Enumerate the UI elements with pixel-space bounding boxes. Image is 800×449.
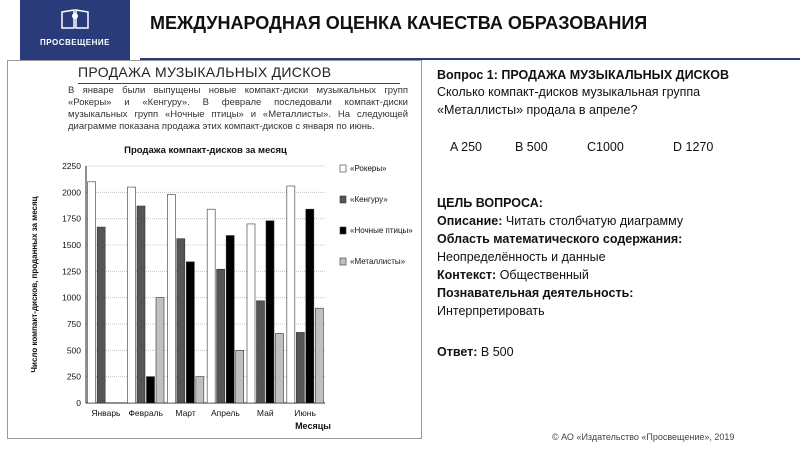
context-label: Контекст:: [437, 268, 497, 282]
bar-chart: [8, 61, 421, 438]
x-tick-label: Январь: [91, 408, 121, 418]
y-tick-label: 500: [66, 345, 81, 356]
y-tick-label: 1500: [62, 240, 81, 250]
answer-value: В 500: [480, 345, 514, 359]
publisher-logo: [20, 0, 130, 60]
answer-option-a[interactable]: A 250: [450, 140, 482, 154]
context-value: Общественный: [499, 268, 589, 282]
x-tick-label: Февраль: [128, 408, 164, 418]
description-label: Описание:: [437, 214, 503, 228]
cognitive-activity-label: [437, 285, 633, 302]
task-intro: В январе были выпущены новые компакт-диски музыкальных групп «Рокеры» и «Кенгуру». В феврале последовали компакт-диски музыкальных групп «Ночные птицы» и «Металлисты». На следующей диаграмме показана продажа этих компакт-дисков с января по июнь.: [68, 85, 408, 132]
goal-context: [437, 267, 589, 284]
x-tick-label: Март: [175, 408, 196, 418]
legend-swatch: [340, 165, 346, 172]
bar: [156, 298, 164, 403]
bar: [306, 209, 314, 403]
question-text-line2: «Металлисты» продала в апреле?: [437, 103, 638, 117]
y-axis-label: Число компакт-дисков, проданных за месяц: [30, 196, 39, 373]
area-label: Область математического содержания:: [437, 232, 683, 246]
bar: [207, 209, 215, 403]
bar: [88, 182, 96, 403]
bar: [167, 194, 175, 403]
legend-label: «Ночные птицы»: [350, 226, 413, 235]
answer-option-d[interactable]: D 1270: [673, 140, 714, 154]
answer-option-c[interactable]: C1000: [587, 140, 624, 154]
page-title: МЕЖДУНАРОДНАЯ ОЦЕНКА КАЧЕСТВА ОБРАЗОВАНИЯ: [150, 13, 648, 33]
bar: [128, 187, 136, 403]
task-panel: [7, 60, 422, 439]
cog-label: Познавательная деятельность:: [437, 286, 634, 300]
bar: [177, 239, 185, 403]
y-tick-label: 0: [76, 398, 81, 408]
bar: [276, 333, 284, 403]
y-tick-label: 1250: [62, 266, 81, 277]
bar: [97, 227, 105, 403]
chart-title: Продажа компакт-дисков за месяц: [124, 145, 287, 156]
bar: [186, 262, 194, 403]
bar: [296, 332, 304, 403]
content-area-label: [437, 231, 682, 248]
bar: [196, 377, 204, 403]
bar: [287, 186, 295, 403]
bar: [236, 350, 244, 403]
y-tick-label: 750: [66, 319, 81, 329]
legend-label: «Рокеры»: [350, 164, 387, 173]
y-tick-label: 250: [66, 371, 81, 382]
bar: [266, 221, 274, 403]
y-tick-label: 1750: [62, 213, 81, 224]
bar: [257, 301, 265, 403]
logo-text: ПРОСВЕЩЕНИЕ: [40, 38, 110, 47]
book-emblem-icon: [60, 8, 90, 30]
x-tick-label: Май: [256, 408, 274, 418]
legend-swatch: [340, 196, 346, 203]
bar: [137, 206, 145, 403]
description-value: Читать столбчатую диаграмму: [505, 214, 684, 228]
legend-swatch: [340, 258, 346, 265]
answer-option-b[interactable]: B 500: [515, 140, 548, 154]
legend-swatch: [340, 227, 346, 234]
task-title: ПРОДАЖА МУЗЫКАЛЬНЫХ ДИСКОВ: [78, 64, 332, 80]
cognitive-activity-value: Интерпретировать: [437, 304, 545, 318]
copyright: © АО «Издательство «Просвещение», 2019: [552, 432, 735, 442]
answer-label: Ответ:: [437, 345, 478, 359]
question-title: Вопрос 1: ПРОДАЖА МУЗЫКАЛЬНЫХ ДИСКОВ: [437, 68, 729, 82]
legend-label: «Металлисты»: [350, 257, 406, 266]
bar: [217, 269, 225, 403]
x-tick-label: Апрель: [210, 408, 240, 418]
bar: [315, 308, 323, 403]
goal-heading: ЦЕЛЬ ВОПРОСА:: [437, 196, 543, 210]
bar: [226, 236, 234, 403]
goal-description: [437, 213, 683, 230]
bar: [147, 377, 155, 403]
y-tick-label: 1000: [62, 292, 81, 303]
bar: [247, 224, 255, 403]
question-text-line1: Сколько компакт-дисков музыкальная группа: [437, 85, 701, 99]
answer: [437, 344, 514, 361]
x-axis-label: Месяцы: [295, 421, 331, 431]
x-tick-label: Июнь: [294, 408, 316, 418]
legend-label: «Кенгуру»: [350, 195, 388, 204]
content-area-value: Неопределённость и данные: [437, 250, 606, 264]
y-tick-label: 2000: [62, 187, 81, 198]
y-tick-label: 2250: [62, 161, 81, 171]
